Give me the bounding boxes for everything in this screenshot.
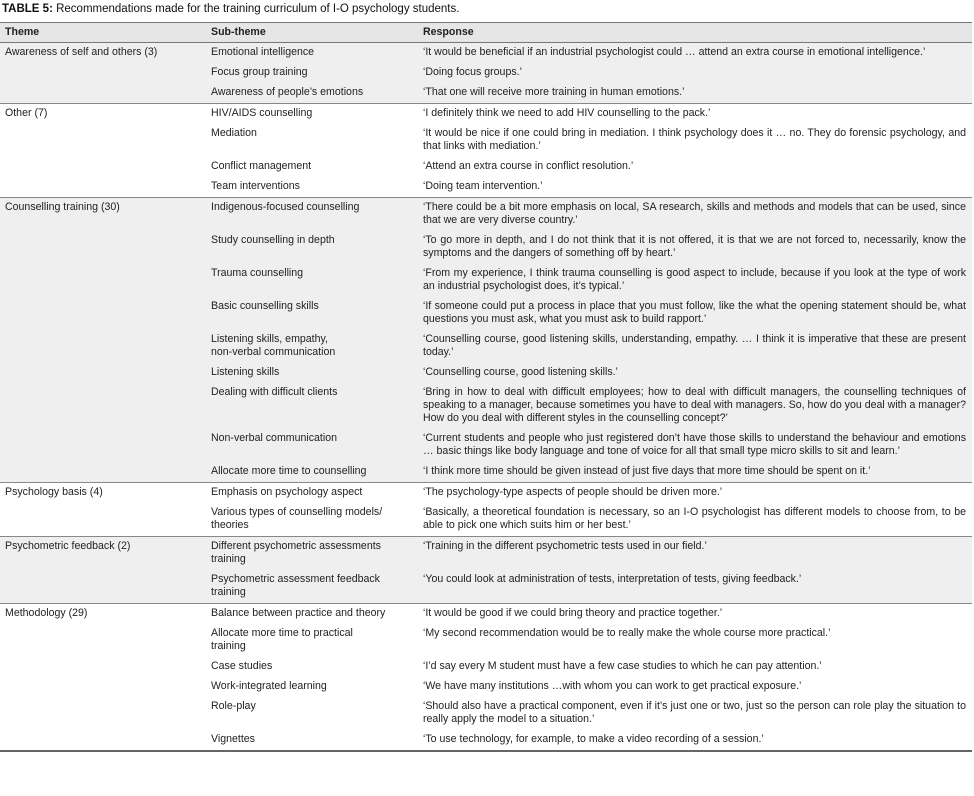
theme-cell	[0, 124, 206, 157]
theme-cell	[0, 83, 206, 104]
table-row	[0, 537, 972, 571]
table-row	[0, 177, 972, 198]
response-cell: ‘If someone could put a process in place that you must follow, like the what the opening statement should be, what questions you must ask, what you must ask to build rapport.’	[418, 297, 972, 330]
header-response: Response	[418, 23, 972, 43]
table-row	[0, 677, 972, 697]
sub-theme-cell: Vignettes	[206, 730, 418, 751]
response-cell: ‘It would be beneficial if an industrial psychologist could … attend an extra course in emotional intelligence.’	[418, 43, 972, 64]
sub-theme-cell: Different psychometric assessments training	[206, 537, 418, 571]
sub-theme-cell: Indigenous-focused counselling	[206, 198, 418, 232]
sub-theme-cell: Psychometric assessment feedback training	[206, 570, 418, 604]
sub-theme-cell: Mediation	[206, 124, 418, 157]
recommendations-table	[0, 22, 972, 752]
theme-cell	[0, 503, 206, 537]
response-cell: ‘There could be a bit more emphasis on local, SA research, skills and methods and models that can be used, since that we are very diverse country.’	[418, 198, 972, 232]
response-cell: ‘To use technology, for example, to make a video recording of a session.’	[418, 730, 972, 751]
theme-cell	[0, 677, 206, 697]
sub-theme-cell: Allocate more time to practical training	[206, 624, 418, 657]
sub-theme-cell: Case studies	[206, 657, 418, 677]
theme-group	[0, 483, 972, 537]
theme-cell	[0, 264, 206, 297]
sub-theme-cell: Listening skills, empathy, non-verbal communication	[206, 330, 418, 363]
response-cell: ‘Bring in how to deal with difficult employees; how to deal with difficult managers, the counselling techniques of speaking to a manager, because sometimes you have to deal with managers. So, how do you deal with a manager? How do you deal with different styles in the counselling concept?’	[418, 383, 972, 429]
table-row	[0, 63, 972, 83]
sub-theme-cell: Listening skills	[206, 363, 418, 383]
response-cell: ‘Basically, a theoretical foundation is necessary, so an I-O psychologist has different models to choose from, to be able to pick one which suits him or her best.’	[418, 503, 972, 537]
sub-theme-cell: Work-integrated learning	[206, 677, 418, 697]
response-cell: ‘Should also have a practical component, even if it’s just one or two, just so the person can role play the situation to really apply the model to a situation.’	[418, 697, 972, 730]
table-row	[0, 483, 972, 504]
sub-theme-cell: Study counselling in depth	[206, 231, 418, 264]
response-cell: ‘Counselling course, good listening skills, understanding, empathy. … I think it is imperative that these are present today.’	[418, 330, 972, 363]
theme-cell	[0, 429, 206, 462]
theme-group	[0, 537, 972, 604]
theme-cell: Other (7)	[0, 104, 206, 125]
table-row	[0, 330, 972, 363]
sub-theme-cell: Various types of counselling models/ theories	[206, 503, 418, 537]
theme-cell	[0, 157, 206, 177]
table-row	[0, 264, 972, 297]
sub-theme-cell: Awareness of people’s emotions	[206, 83, 418, 104]
response-cell: ‘It would be good if we could bring theory and practice together.’	[418, 604, 972, 625]
table-row	[0, 624, 972, 657]
table-row	[0, 383, 972, 429]
theme-cell	[0, 63, 206, 83]
theme-cell: Psychometric feedback (2)	[0, 537, 206, 571]
table-row	[0, 730, 972, 751]
theme-cell	[0, 330, 206, 363]
theme-cell: Psychology basis (4)	[0, 483, 206, 504]
sub-theme-cell: Team interventions	[206, 177, 418, 198]
response-cell: ‘Attend an extra course in conflict resolution.’	[418, 157, 972, 177]
response-cell: ‘You could look at administration of tests, interpretation of tests, giving feedback.’	[418, 570, 972, 604]
table-row	[0, 697, 972, 730]
response-cell: ‘The psychology-type aspects of people should be driven more.’	[418, 483, 972, 504]
response-cell: ‘I’d say every M student must have a few case studies to which he can pay attention.’	[418, 657, 972, 677]
header-sub-theme: Sub-theme	[206, 23, 418, 43]
sub-theme-cell: Balance between practice and theory	[206, 604, 418, 625]
theme-cell: Counselling training (30)	[0, 198, 206, 232]
table-row	[0, 429, 972, 462]
table-row	[0, 503, 972, 537]
sub-theme-cell: Non-verbal communication	[206, 429, 418, 462]
table-row	[0, 43, 972, 64]
theme-cell	[0, 570, 206, 604]
theme-cell	[0, 624, 206, 657]
theme-cell	[0, 697, 206, 730]
table-caption	[2, 1, 459, 17]
table-row	[0, 124, 972, 157]
sub-theme-cell: Allocate more time to counselling	[206, 462, 418, 483]
theme-group	[0, 604, 972, 752]
theme-cell	[0, 177, 206, 198]
theme-cell	[0, 462, 206, 483]
response-cell: ‘Training in the different psychometric tests used in our field.’	[418, 537, 972, 571]
table-caption-label: TABLE 5:	[2, 3, 53, 15]
sub-theme-cell: HIV/AIDS counselling	[206, 104, 418, 125]
theme-cell	[0, 383, 206, 429]
table-row	[0, 604, 972, 625]
response-cell: ‘Doing team intervention.’	[418, 177, 972, 198]
response-cell: ‘It would be nice if one could bring in mediation. I think psychology does it … no. They do forensic psychology, and that links with mediation.’	[418, 124, 972, 157]
sub-theme-cell: Focus group training	[206, 63, 418, 83]
theme-cell	[0, 730, 206, 751]
response-cell: ‘That one will receive more training in human emotions.’	[418, 83, 972, 104]
response-cell: ‘My second recommendation would be to really make the whole course more practical.’	[418, 624, 972, 657]
sub-theme-cell: Conflict management	[206, 157, 418, 177]
theme-cell: Methodology (29)	[0, 604, 206, 625]
sub-theme-cell: Basic counselling skills	[206, 297, 418, 330]
table-row	[0, 231, 972, 264]
table-row	[0, 363, 972, 383]
table-row	[0, 657, 972, 677]
table-row	[0, 570, 972, 604]
table-caption-text: Recommendations made for the training curriculum of I-O psychology students.	[56, 3, 460, 15]
response-cell: ‘Counselling course, good listening skills.’	[418, 363, 972, 383]
sub-theme-cell: Trauma counselling	[206, 264, 418, 297]
table-row	[0, 297, 972, 330]
response-cell: ‘Doing focus groups.’	[418, 63, 972, 83]
response-cell: ‘To go more in depth, and I do not think that it is not offered, it is that we are not forced to, necessarily, know the symptoms and the dangers of something off by heart.’	[418, 231, 972, 264]
response-cell: ‘We have many institutions …with whom you can work to get practical exposure.’	[418, 677, 972, 697]
header-theme: Theme	[0, 23, 206, 43]
table-row	[0, 157, 972, 177]
response-cell: ‘From my experience, I think trauma counselling is good aspect to include, because if you look at the type of work an industrial psychologist does, it’s typical.’	[418, 264, 972, 297]
theme-cell	[0, 363, 206, 383]
table-row	[0, 83, 972, 104]
table-row	[0, 104, 972, 125]
theme-group	[0, 43, 972, 104]
response-cell: ‘I definitely think we need to add HIV counselling to the pack.’	[418, 104, 972, 125]
theme-cell	[0, 297, 206, 330]
response-cell: ‘I think more time should be given instead of just five days that more time should be spent on it.’	[418, 462, 972, 483]
table-row	[0, 198, 972, 232]
table-row	[0, 462, 972, 483]
sub-theme-cell: Emphasis on psychology aspect	[206, 483, 418, 504]
theme-cell: Awareness of self and others (3)	[0, 43, 206, 64]
response-cell: ‘Current students and people who just registered don’t have those skills to understand the behaviour and emotions … basic things like body language and tone of voice for all that small type micro skills to sit and learn.’	[418, 429, 972, 462]
sub-theme-cell: Dealing with difficult clients	[206, 383, 418, 429]
theme-group	[0, 198, 972, 483]
theme-cell	[0, 231, 206, 264]
table-header-row	[0, 23, 972, 43]
sub-theme-cell: Role-play	[206, 697, 418, 730]
theme-group	[0, 104, 972, 198]
sub-theme-cell: Emotional intelligence	[206, 43, 418, 64]
theme-cell	[0, 657, 206, 677]
